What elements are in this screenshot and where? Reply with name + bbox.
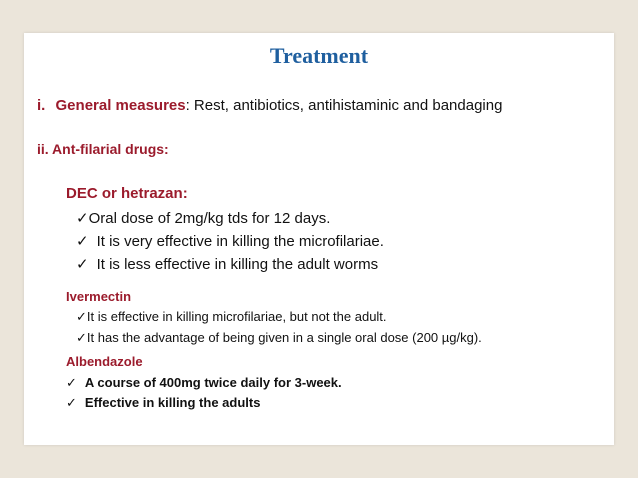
dec-item	[76, 255, 378, 273]
dec-item-text: Oral dose of 2mg/kg tds for 12 days.	[88, 210, 331, 227]
ivermectin-item-text: It is effective in killing microfilariae, but not the adult.	[86, 309, 387, 324]
albendazole-heading: Albendazole	[66, 354, 143, 369]
checkmark-icon: ✓	[66, 395, 77, 410]
ivermectin-item-text: It has the advantage of being given in a single oral dose (200 µg/kg).	[86, 330, 482, 345]
checkmark-icon: ✓	[76, 330, 87, 345]
albendazole-item-text: A course of 400mg twice daily for 3-week.	[84, 375, 342, 390]
general-measures-prefix: i.	[37, 97, 46, 114]
slide-title: Treatment	[269, 43, 369, 68]
general-measures-text: : Rest, antibiotics, antihistaminic and bandaging	[185, 97, 503, 114]
checkmark-icon: ✓	[76, 233, 89, 250]
dec-item-text: It is less effective in killing the adult worms	[96, 256, 379, 273]
slide	[24, 33, 614, 445]
ivermectin-item	[76, 330, 482, 346]
checkmark-icon: ✓	[76, 309, 87, 324]
albendazole-item	[66, 375, 342, 391]
checkmark-icon: ✓	[66, 375, 77, 390]
dec-item-text: It is very effective in killing the microfilariae.	[96, 233, 384, 250]
dec-heading: DEC or hetrazan:	[66, 185, 188, 202]
dec-item	[76, 209, 330, 227]
ivermectin-item	[76, 309, 387, 325]
albendazole-item-text: Effective in killing the adults	[84, 395, 261, 410]
ivermectin-heading: Ivermectin	[66, 289, 132, 304]
albendazole-item	[66, 395, 260, 411]
checkmark-icon: ✓	[76, 210, 89, 227]
antifilarial-heading: ii. Ant-filarial drugs:	[37, 141, 169, 157]
checkmark-icon: ✓	[76, 256, 89, 273]
dec-item	[76, 232, 384, 250]
general-measures-label: General measures	[55, 97, 186, 114]
general-measures-line	[37, 97, 502, 114]
